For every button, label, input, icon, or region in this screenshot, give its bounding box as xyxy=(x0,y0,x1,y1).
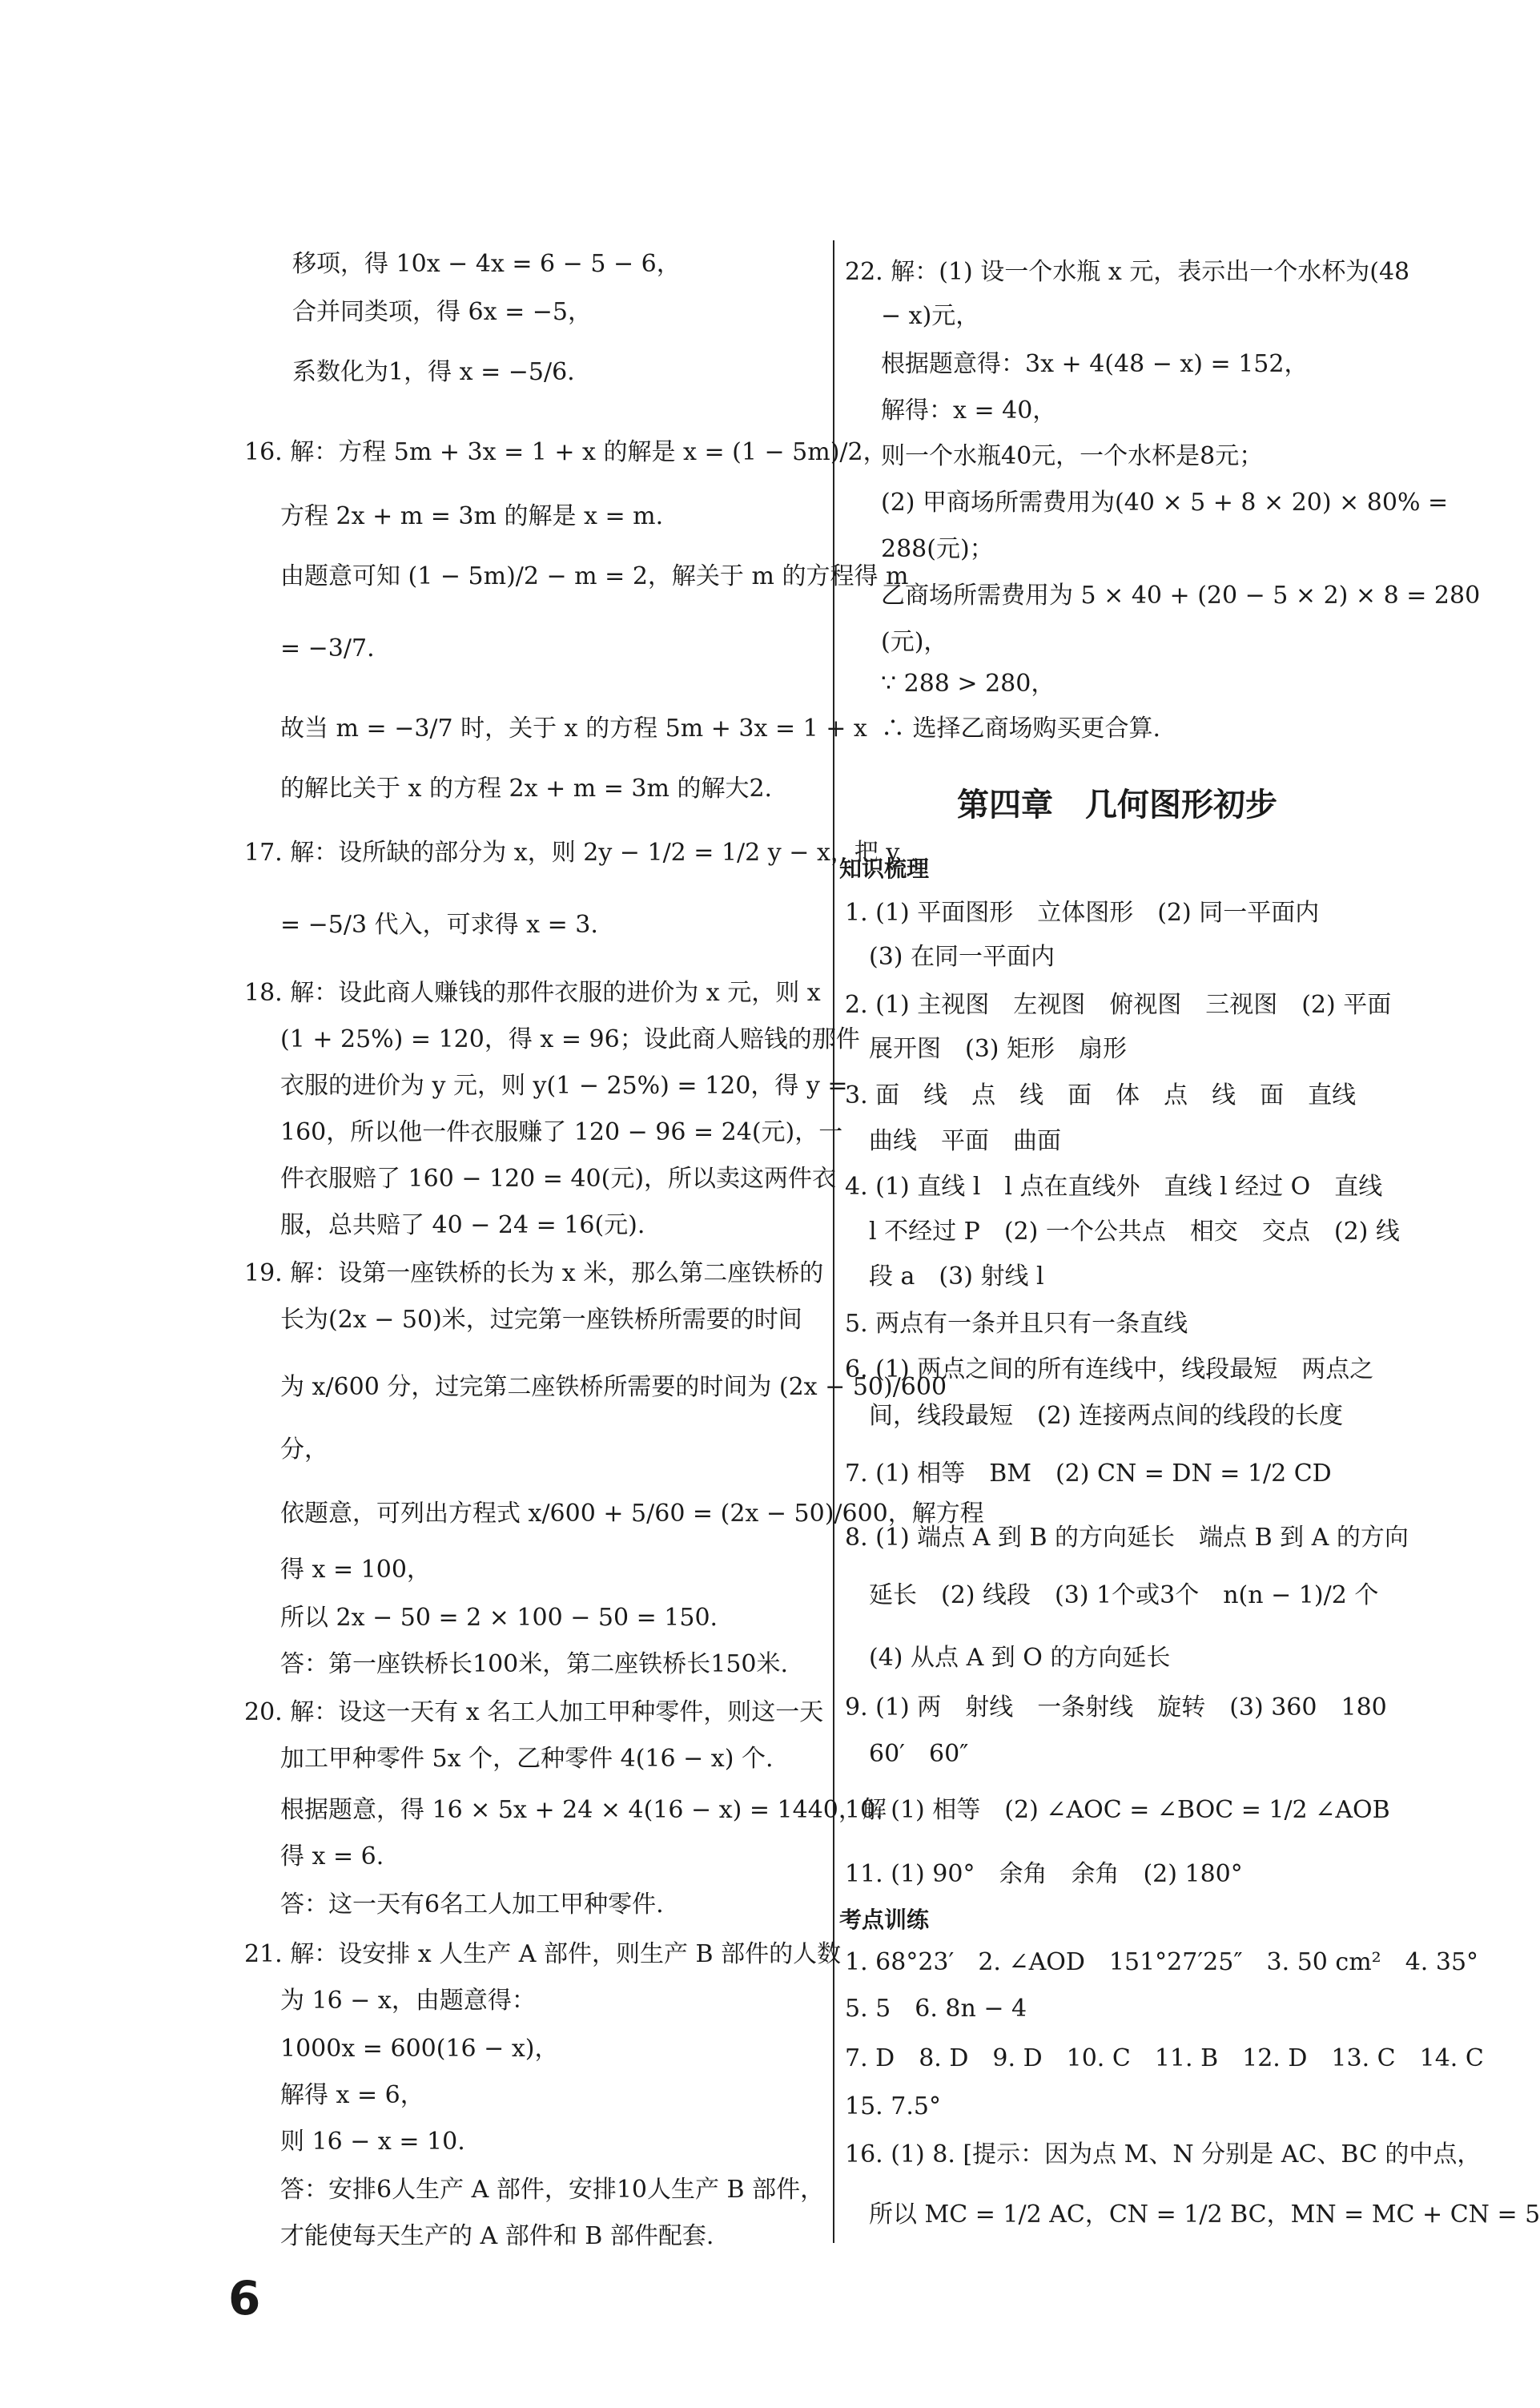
text-line: 6. (1) 两点之间的所有连线中，线段最短 两点之 xyxy=(845,1355,1374,1383)
text-line: = −3/7. xyxy=(280,634,375,662)
text-line: 解得 x = 6， xyxy=(280,2081,424,2109)
text-line: 段 a (3) 射线 l xyxy=(869,1262,1044,1291)
text-line: 1. 68°23′ 2. ∠AOD 151°27′25″ 3. 50 cm² 4. 35° xyxy=(845,1948,1479,1976)
text-line: 移项，得 10x − 4x = 6 − 5 − 6， xyxy=(292,250,681,278)
text-line: 为 x/600 分，过完第二座铁桥所需要的时间为 (2x − 50)/600 xyxy=(280,1373,947,1401)
text-line: 服，总共赔了 40 − 24 = 16(元). xyxy=(280,1211,645,1239)
text-line: 21. 解：设安排 x 人生产 A 部件，则生产 B 部件的人数 xyxy=(244,1940,842,1968)
text-line: (元)， xyxy=(881,628,948,656)
text-line: 所以 MC = 1/2 AC，CN = 1/2 BC，MN = MC + CN = 5 xyxy=(869,2201,1540,2229)
text-line: 的解比关于 x 的方程 2x + m = 3m 的解大2. xyxy=(280,775,773,803)
text-line: 方程 2x + m = 3m 的解是 x = m. xyxy=(280,502,664,530)
text-line: 加工甲种零件 5x 个，乙种零件 4(16 − x) 个. xyxy=(280,1745,774,1773)
text-line: 则 16 − x = 10. xyxy=(280,2128,465,2156)
text-line: 5. 两点有一条并且只有一条直线 xyxy=(845,1310,1188,1338)
text-line: 故当 m = −3/7 时，关于 x 的方程 5m + 3x = 1 + x xyxy=(280,715,867,743)
text-line: 288(元)； xyxy=(881,535,994,563)
text-line: 得 x = 6. xyxy=(280,1842,384,1870)
text-line: (2) 甲商场所需费用为(40 × 5 + 8 × 20) × 80% = xyxy=(881,489,1449,517)
text-line: 根据题意，得 16 × 5x + 24 × 4(16 − x) = 1440，解 xyxy=(280,1796,887,1824)
text-line: 展开图 (3) 矩形 扇形 xyxy=(869,1035,1128,1063)
text-line: 1. (1) 平面图形 立体图形 (2) 同一平面内 xyxy=(845,899,1320,927)
text-line: 衣服的进价为 y 元，则 y(1 − 25%) = 120，得 y = xyxy=(280,1072,848,1100)
text-line: 160，所以他一件衣服赚了 120 − 96 = 24(元)，一 xyxy=(280,1118,843,1146)
text-line: ∴ 选择乙商场购买更合算. xyxy=(881,715,1161,743)
text-line: 答：这一天有6名工人加工甲种零件. xyxy=(280,1891,664,1919)
text-line: 4. (1) 直线 l l 点在直线外 直线 l 经过 O 直线 xyxy=(845,1173,1383,1201)
text-line: 解得：x = 40， xyxy=(881,397,1057,425)
text-line: (1 + 25%) = 120，得 x = 96；设此商人赔钱的那件 xyxy=(280,1025,860,1053)
text-line: 7. (1) 相等 BM (2) CN = DN = 1/2 CD xyxy=(845,1460,1332,1488)
text-line: 19. 解：设第一座铁桥的长为 x 米，那么第二座铁桥的 xyxy=(244,1259,824,1287)
text-line: 所以 2x − 50 = 2 × 100 − 50 = 150. xyxy=(280,1604,718,1632)
section-title-knowledge: 知识梳理 xyxy=(839,856,930,882)
text-line: 11. (1) 90° 余角 余角 (2) 180° xyxy=(845,1860,1243,1888)
text-line: 2. (1) 主视图 左视图 俯视图 三视图 (2) 平面 xyxy=(845,991,1392,1019)
text-line: 由题意可知 (1 − 5m)/2 − m = 2，解关于 m 的方程得 m xyxy=(280,562,909,590)
text-line: 8. (1) 端点 A 到 B 的方向延长 端点 B 到 A 的方向 xyxy=(845,1524,1409,1552)
text-line: 间，线段最短 (2) 连接两点间的线段的长度 xyxy=(869,1402,1344,1430)
text-line: 曲线 平面 曲面 xyxy=(869,1127,1061,1155)
text-line: 延长 (2) 线段 (3) 1个或3个 n(n − 1)/2 个 xyxy=(869,1581,1379,1609)
page-number: 6 xyxy=(228,2271,261,2325)
text-line: 17. 解：设所缺的部分为 x，则 2y − 1/2 = 1/2 y − x，把 y xyxy=(244,839,900,867)
text-line: 16. (1) 8. [提示：因为点 M、N 分别是 AC、BC 的中点， xyxy=(845,2140,1482,2168)
text-line: 则一个水瓶40元，一个水杯是8元； xyxy=(881,442,1264,470)
text-line: 系数化为1，得 x = −5/6. xyxy=(292,358,575,386)
text-line: 件衣服赔了 160 − 120 = 40(元)，所以卖这两件衣 xyxy=(280,1165,837,1193)
text-line: 7. D 8. D 9. D 10. C 11. B 12. D 13. C 14. C xyxy=(845,2044,1484,2072)
text-line: 答：第一座铁桥长100米，第二座铁桥长150米. xyxy=(280,1650,789,1678)
text-line: 分， xyxy=(280,1436,328,1464)
text-line: 9. (1) 两 射线 一条射线 旋转 (3) 360 180 xyxy=(845,1693,1387,1721)
text-line: 得 x = 100， xyxy=(280,1556,431,1584)
text-line: (4) 从点 A 到 O 的方向延长 xyxy=(869,1644,1171,1672)
text-line: 22. 解：(1) 设一个水瓶 x 元，表示出一个水杯为(48 xyxy=(845,258,1410,286)
text-line: 依题意，可列出方程式 x/600 + 5/60 = (2x − 50)/600，解方程 xyxy=(280,1500,984,1528)
text-line: 20. 解：设这一天有 x 名工人加工甲种零件，则这一天 xyxy=(244,1698,824,1726)
text-line: 合并同类项，得 6x = −5， xyxy=(292,298,592,326)
text-line: l 不经过 P (2) 一个公共点 相交 交点 (2) 线 xyxy=(869,1218,1400,1246)
text-line: 18. 解：设此商人赚钱的那件衣服的进价为 x 元，则 x xyxy=(244,979,821,1007)
text-line: 乙商场所需费用为 5 × 40 + (20 − 5 × 2) × 8 = 280 xyxy=(881,582,1481,610)
text-line: (3) 在同一平面内 xyxy=(869,943,1055,971)
text-line: 3. 面 线 点 线 面 体 点 线 面 直线 xyxy=(845,1081,1357,1109)
section-title-practice: 考点训练 xyxy=(839,1907,930,1933)
text-line: 16. 解：方程 5m + 3x = 1 + x 的解是 x = (1 − 5m)/2， xyxy=(244,438,887,466)
text-line: 15. 7.5° xyxy=(845,2092,941,2120)
text-line: 答：安排6人生产 A 部件，安排10人生产 B 部件， xyxy=(280,2176,825,2204)
text-line: 1000x = 600(16 − x)， xyxy=(280,2035,559,2063)
text-line: − x)元， xyxy=(881,302,980,330)
text-line: = −5/3 代入，可求得 x = 3. xyxy=(280,911,598,939)
text-line: 根据题意得：3x + 4(48 − x) = 152， xyxy=(881,350,1309,378)
chapter-title: 第四章 几何图形初步 xyxy=(957,787,1277,823)
text-line: ∵ 288 > 280， xyxy=(881,670,1055,698)
text-line: 5. 5 6. 8n − 4 xyxy=(845,1995,1027,2023)
text-line: 10. (1) 相等 (2) ∠AOC = ∠BOC = 1/2 ∠AOB xyxy=(845,1796,1390,1824)
text-line: 为 16 − x，由题意得： xyxy=(280,1987,536,2015)
text-line: 长为(2x − 50)米，过完第一座铁桥所需要的时间 xyxy=(280,1306,802,1334)
text-line: 才能使每天生产的 A 部件和 B 部件配套. xyxy=(280,2222,714,2250)
text-line: 60′ 60″ xyxy=(869,1740,969,1768)
